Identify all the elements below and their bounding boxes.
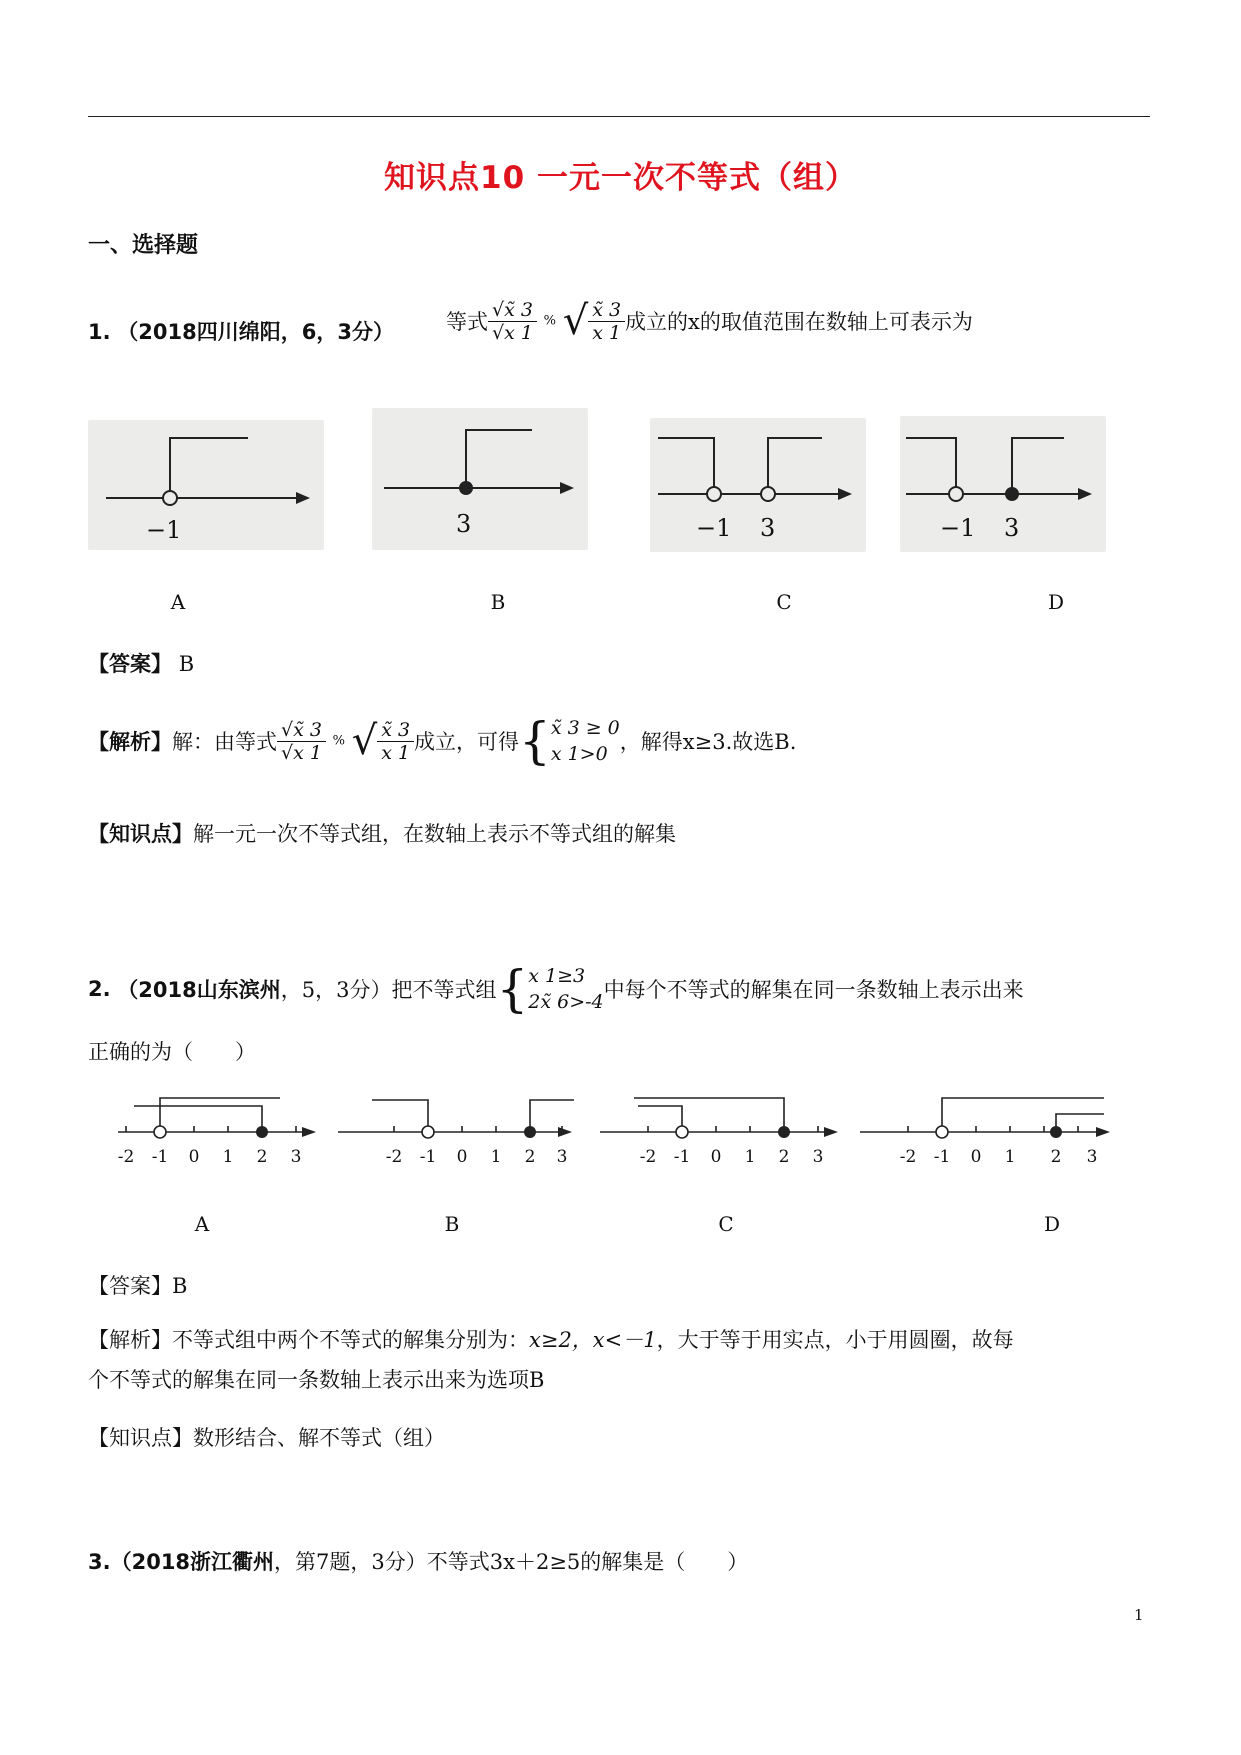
q1-analysis-text-a: 解：由等式 (172, 730, 277, 754)
q3-number: 3. (88, 1550, 111, 1574)
q2-b-tick-1: 1 (490, 1147, 502, 1167)
q2-c-tick-3: 3 (812, 1147, 824, 1167)
q2-d-tick-3: 3 (1086, 1147, 1098, 1167)
q1-option-d-image (900, 416, 1106, 552)
q2-source: （2018山东滨州 (117, 978, 281, 1002)
q1-analysis (88, 712, 796, 770)
q2-a-tick-3: 3 (290, 1147, 302, 1167)
q2-option-a-label: A (194, 1212, 210, 1236)
q2-number-line-b (334, 1092, 584, 1172)
q2-d-tick-neg2: -2 (899, 1147, 917, 1167)
q1-b-label-3: 3 (456, 510, 472, 538)
page-title: 知识点10 一元一次不等式（组） (384, 160, 857, 196)
q2-a-tick-0: 0 (188, 1147, 200, 1167)
q2-analysis-text-a: 不等式组中两个不等式的解集分别为： (172, 1328, 529, 1352)
q1-number-line-b (372, 408, 588, 550)
q2-number-line-c (596, 1092, 846, 1172)
q2-knowledge-point (88, 1422, 445, 1452)
q2-a-tick-1: 1 (222, 1147, 234, 1167)
q2-b-tick-2: 2 (524, 1147, 536, 1167)
q1-analysis-fraction-right: $\frac{x̃ 3}{x 1}$ (377, 719, 414, 764)
q2-stem-line2: 正确的为（ ） (88, 1040, 256, 1064)
q2-number-line-d (856, 1092, 1126, 1172)
q2-stem (88, 960, 1024, 1018)
q2-inequality-system: x 1≥3 2x̃ 6>-4 (528, 965, 604, 1013)
q2-c-tick-neg1: -1 (673, 1147, 691, 1167)
q1-operator: % (543, 313, 556, 329)
q2-analysis (88, 1324, 1014, 1354)
q1-kp-tag: 【知识点】 (88, 822, 193, 846)
q1-analysis-fraction-left: $\frac{√x̃ 3}{√x 1}$ (277, 719, 326, 764)
q2-answer-value: B (172, 1274, 188, 1298)
q1-brace-icon: { (519, 712, 551, 770)
q2-number: 2. (88, 977, 111, 1001)
q1-stem-prefix: 等式 (446, 310, 488, 334)
q1-c-label-3: 3 (760, 514, 776, 542)
q1-stem-suffix: 成立的x的取值范围在数轴上可表示为 (625, 310, 973, 334)
q2-c-tick-2: 2 (778, 1147, 790, 1167)
q2-answer-tag: 【答案】 (88, 1274, 172, 1298)
q1-stem-formula (446, 298, 973, 344)
q2-a-tick-2: 2 (256, 1147, 268, 1167)
q2-option-b-label: B (444, 1212, 460, 1236)
q2-b-tick-neg2: -2 (385, 1147, 403, 1167)
q2-c-tick-1: 1 (744, 1147, 756, 1167)
q2-source-rest: ，5，3分）把不等式组 (280, 978, 497, 1002)
q2-b-tick-0: 0 (456, 1147, 468, 1167)
q2-analysis-text-c: ，大于等于用实点，小于用圆圈，故每 (656, 1328, 1014, 1352)
q1-analysis-sqrt-icon: √ (351, 718, 378, 764)
q2-a-tick-neg2: -2 (117, 1147, 135, 1167)
q1-analysis-tag: 【解析】 (88, 730, 172, 754)
q2-analysis-tag: 【解析】 (88, 1328, 172, 1352)
q2-answer (88, 1270, 187, 1300)
q1-inequality-system: x̃ 3 ≥ 0 x 1>0 (550, 717, 620, 765)
q1-answer-value: B (178, 652, 195, 676)
q2-c-tick-neg2: -2 (639, 1147, 657, 1167)
q3-stem-text: ，第7题，3分）不等式3x＋2≥5的解集是（ ） (274, 1550, 749, 1574)
q1-fraction-left: $\frac{√x̃ 3}{√x 1}$ (488, 299, 537, 344)
q2-kp-text: 数形结合、解不等式（组） (193, 1426, 445, 1450)
q2-analysis-solutions: x≥2，x<－1 (529, 1328, 657, 1352)
q1-kp-text: 解一元一次不等式组，在数轴上表示不等式组的解集 (193, 822, 676, 846)
q1-fraction-right: $\frac{x̃ 3}{x 1}$ (588, 299, 625, 344)
header-rule (88, 116, 1150, 117)
q1-analysis-text-c: ，解得x≥3.故选B. (619, 730, 797, 754)
q2-stem-rest: 中每个不等式的解集在同一条数轴上表示出来 (603, 978, 1024, 1002)
q1-sqrt-icon: √ (562, 298, 589, 344)
q1-answer-tag: 【答案】 (88, 652, 172, 676)
q2-d-tick-1: 1 (1004, 1147, 1016, 1167)
q1-answer (88, 648, 194, 678)
q1-a-label-neg1: −1 (146, 516, 182, 544)
q3-source: （2018浙江衢州 (110, 1550, 275, 1574)
page-number: 1 (1134, 1606, 1144, 1624)
q2-brace-icon: { (496, 960, 529, 1018)
q2-b-tick-3: 3 (556, 1147, 568, 1167)
q1-number-line-c (650, 418, 866, 552)
q1-option-a-image (88, 420, 324, 550)
q1-d-label-neg1: −1 (940, 514, 976, 542)
q1-analysis-operator: % (332, 733, 345, 749)
q2-kp-tag: 【知识点】 (88, 1426, 193, 1450)
q2-d-tick-0: 0 (970, 1147, 982, 1167)
q1-option-c-label: C (776, 590, 792, 614)
q2-option-d-label: D (1043, 1212, 1061, 1236)
q3-stem (88, 1546, 748, 1576)
q2-c-tick-0: 0 (710, 1147, 722, 1167)
q1-d-label-3: 3 (1004, 514, 1020, 542)
q1-number: 1. (88, 320, 111, 344)
q2-number-line-a (110, 1092, 330, 1172)
q1-option-d-label: D (1047, 590, 1065, 614)
q1-source: （2018四川绵阳，6，3分） (117, 320, 394, 344)
q1-knowledge-point (88, 818, 676, 848)
q1-analysis-text-b: 成立，可得 (414, 730, 520, 754)
q1-number-line-d (900, 416, 1106, 552)
q2-d-tick-2: 2 (1050, 1147, 1062, 1167)
q2-b-tick-neg1: -1 (419, 1147, 437, 1167)
q1-option-c-image (650, 418, 866, 552)
q1-option-a-label: A (170, 590, 186, 614)
q1-option-b-label: B (490, 590, 506, 614)
q2-option-c-label: C (718, 1212, 734, 1236)
q1-number-line-a (88, 420, 324, 550)
q2-a-tick-neg1: -1 (151, 1147, 169, 1167)
q1-stem (88, 316, 394, 346)
q2-d-tick-neg1: -1 (933, 1147, 951, 1167)
section-heading: 一、选择题 (88, 233, 199, 258)
q2-analysis-line2: 个不等式的解集在同一条数轴上表示出来为选项B (88, 1368, 545, 1392)
q1-c-label-neg1: −1 (696, 514, 732, 542)
q1-option-b-image (372, 408, 588, 550)
